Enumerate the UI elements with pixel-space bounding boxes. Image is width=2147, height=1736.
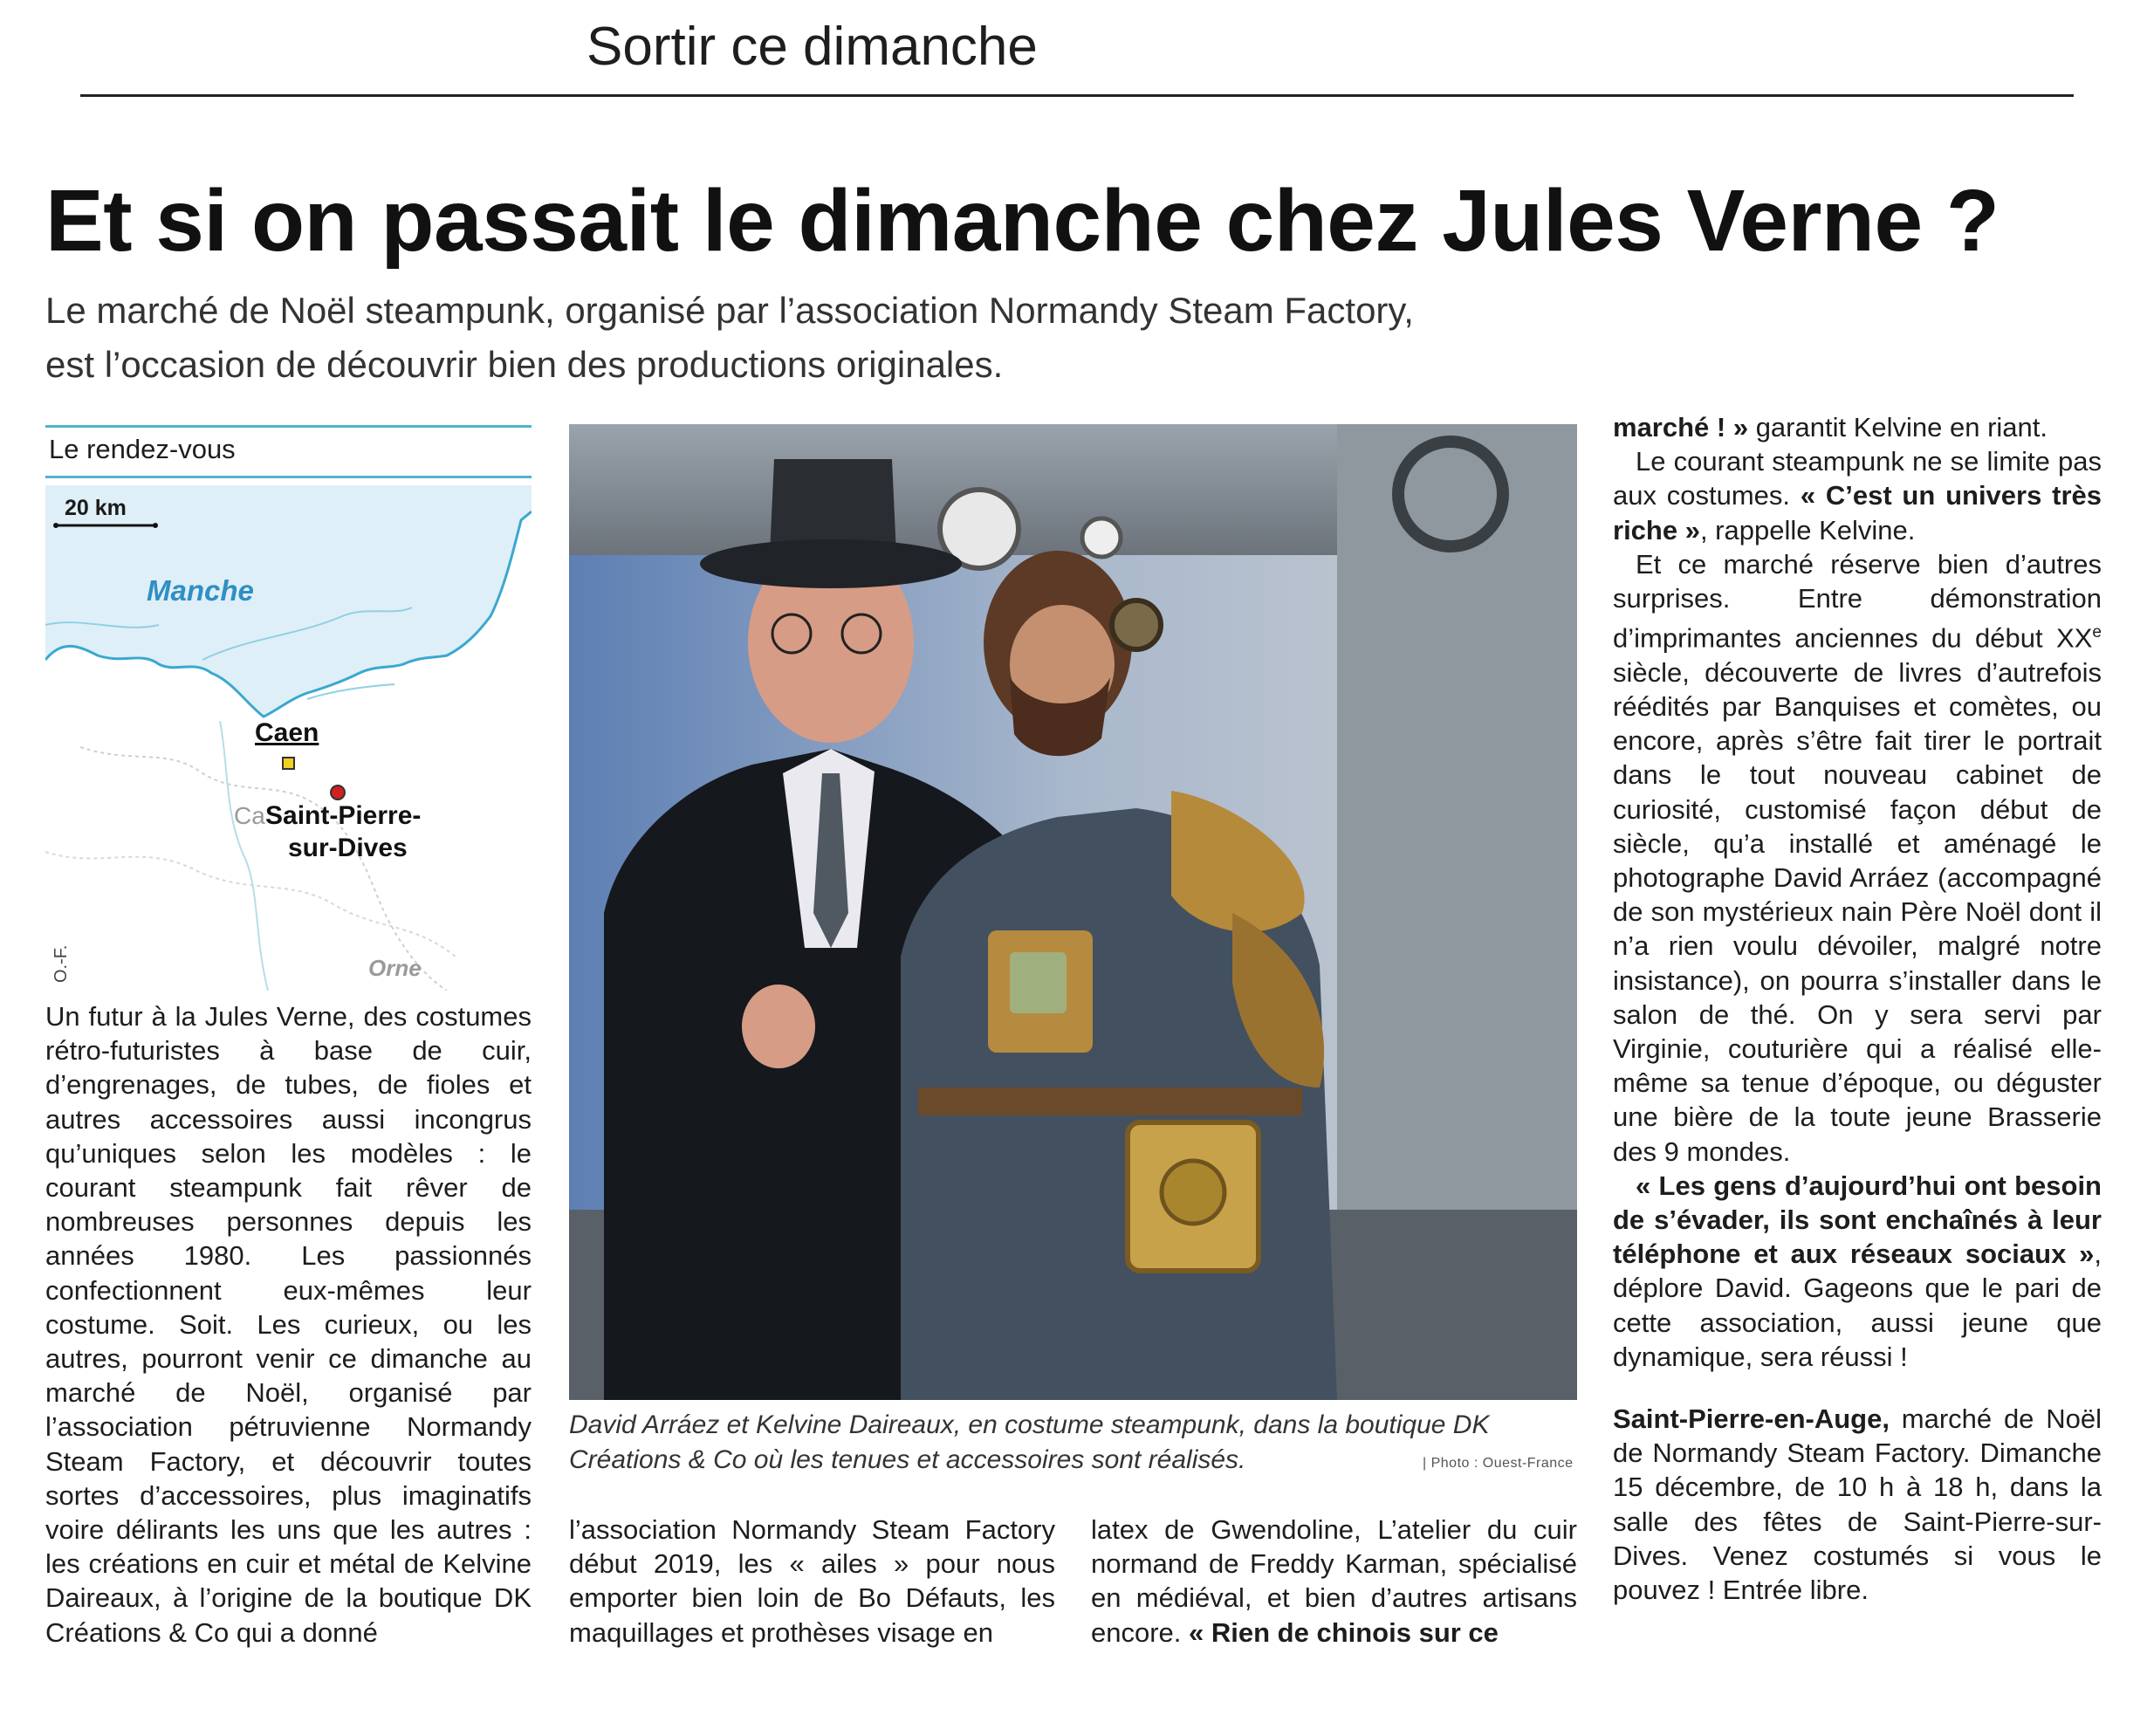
saint-pierre-marker xyxy=(331,786,345,799)
body-paragraph-5 xyxy=(1613,444,2102,547)
standfirst-line-1: Le marché de Noël steampunk, organisé par l’association Normandy Steam Factory, xyxy=(45,290,1414,331)
caption-line-1: David Arráez et Kelvine Daireaux, en costume steampunk, dans la boutique DK xyxy=(569,1410,1490,1439)
standfirst-line-2: est l’occasion de découvrir bien des productions originales. xyxy=(45,344,1004,385)
scale-bar-end xyxy=(53,523,58,528)
pressure-gauge xyxy=(1082,518,1121,557)
practical-info xyxy=(1613,1402,2102,1607)
body-paragraph-6 xyxy=(1613,547,2102,1169)
chest-screen xyxy=(1010,952,1067,1013)
body-text: siècle, découverte de livres d’autrefois réédités par Banquises et comètes, ou encore, après s’être fait tirer le portrait dans le tout nouveau cabinet de curiosité, customisé façon début de siècle, qu’a installé et aménagé le photographe David Arráez (accompagné de son mystérieux nain Père Noël dont il n’a rien voulu dévoiler, malgré notre insistance), on pourra s’installer dans le salon de thé. On y sera servi par Virginie, couturière qui a réalisé elle-même sa tenue d’époque, ou déguster une bière de la toute jeune Brasserie des 9 mondes. xyxy=(1613,656,2102,1167)
info-details: marché de Noël de Normandy Steam Factory. Dimanche 15 décembre, de 10 h à 18 h, dans la salle des fêtes de Saint-Pierre-sur-Dives. Venez costumés si vous le pouvez ! Entrée libre. xyxy=(1613,1403,2102,1606)
sea-label: Manche xyxy=(147,574,254,607)
body-text: garantit Kelvine en riant. xyxy=(1748,412,2048,443)
quote-text: « Rien de chinois sur ce xyxy=(1189,1616,1499,1648)
article-column-4 xyxy=(1613,410,2102,1607)
article-headline: Et si on passait le dimanche chez Jules Verne ? xyxy=(45,172,2000,270)
body-paragraph-7 xyxy=(1613,1169,2102,1374)
quote-text: « C’est un univers très riche » xyxy=(1613,480,2102,546)
city-label-saint-pierre-2: sur-Dives xyxy=(288,834,408,862)
body-text: Et ce marché réserve bien d’autres surprises. Entre démonstration d’imprimantes anciennes du début XX xyxy=(1613,548,2102,654)
body-text: , rappelle Kelvine. xyxy=(1699,514,1916,546)
hat-brim xyxy=(700,539,962,588)
body-text: Le courant steampunk ne se limite pas aux costumes. xyxy=(1613,446,2102,511)
body-paragraph-4 xyxy=(1613,410,2102,444)
scale-label: 20 km xyxy=(65,496,127,520)
city-label-caen: Caen xyxy=(255,718,319,747)
quote-text: « Les gens d’aujourd’hui ont besoin de s’évader, ils sont enchaînés à leur téléphone et aux réseaux sociaux » xyxy=(1613,1170,2102,1270)
belt xyxy=(918,1088,1302,1115)
caption-line-2: Créations & Co où les tenues et accessoires sont réalisés. xyxy=(569,1445,1246,1474)
info-place: Saint-Pierre-en-Auge, xyxy=(1613,1403,1890,1435)
infobox-rule-top xyxy=(45,425,532,428)
section-rubric: Sortir ce dimanche xyxy=(586,17,1038,77)
quote-text: marché ! » xyxy=(1613,412,1749,443)
article-column-3 xyxy=(1091,1513,1577,1650)
goggle xyxy=(1112,600,1161,649)
river-label: Orne xyxy=(368,955,422,981)
photo-credit: | Photo : Ouest-France xyxy=(1423,1456,1574,1471)
article-column-1 xyxy=(45,999,532,1650)
article-photo xyxy=(569,424,1577,1400)
fan-grille xyxy=(1162,1161,1224,1224)
location-map xyxy=(45,485,532,991)
photo-caption xyxy=(569,1408,1538,1478)
scale-bar-end xyxy=(153,523,158,528)
article-column-2 xyxy=(569,1513,1055,1650)
city-label-partial: Ca xyxy=(234,802,265,829)
caen-marker xyxy=(283,758,294,769)
body-text: , déplore David. Gageons que le pari de cette association, aussi jeune que dynamique, sera réussi ! xyxy=(1613,1239,2102,1372)
body-paragraph-3 xyxy=(1091,1513,1577,1650)
map-credit: O.-F. xyxy=(51,944,71,983)
header-rule xyxy=(80,94,2074,97)
superscript: e xyxy=(2092,623,2102,642)
man-hand xyxy=(742,985,815,1068)
body-paragraph-2: l’association Normandy Steam Factory début 2019, les « ailes » pour nous emporter bien loin de Bo Défauts, les maquillages et prothèses visage en xyxy=(569,1514,1055,1648)
article-standfirst xyxy=(45,284,1704,392)
infobox-rule-mid xyxy=(45,476,532,478)
body-text: latex de Gwendoline, L’atelier du cuir normand de Freddy Karman, spécialisé en médiéval, et bien d’autres artisans encore. xyxy=(1091,1514,1577,1648)
city-label-saint-pierre-1: Saint-Pierre- xyxy=(265,801,422,830)
body-paragraph-1: Un futur à la Jules Verne, des costumes rétro-futuristes à base de cuir, d’engrenages, de tubes, de fioles et autres accessoires aussi incongrus qu’uniques selon les modèles : le courant steampunk fait rêver de nombreuses personnes depuis les années 1980. Les passionnés confectionnent eux-mêmes leur costume. Soit. Les curieux, ou les autres, pourront venir ce dimanche au marché de Noël, organisé par l’association pétruvienne Normandy Steam Factory, et découvrir toutes sortes d’accessoires, plus imaginatifs voire délirants les uns que les autres : les créations en cuir et métal de Kelvine Daireaux, à l’origine de la boutique DK Créations & Co qui a donné xyxy=(45,1001,532,1648)
infobox-title: Le rendez-vous xyxy=(49,434,236,464)
